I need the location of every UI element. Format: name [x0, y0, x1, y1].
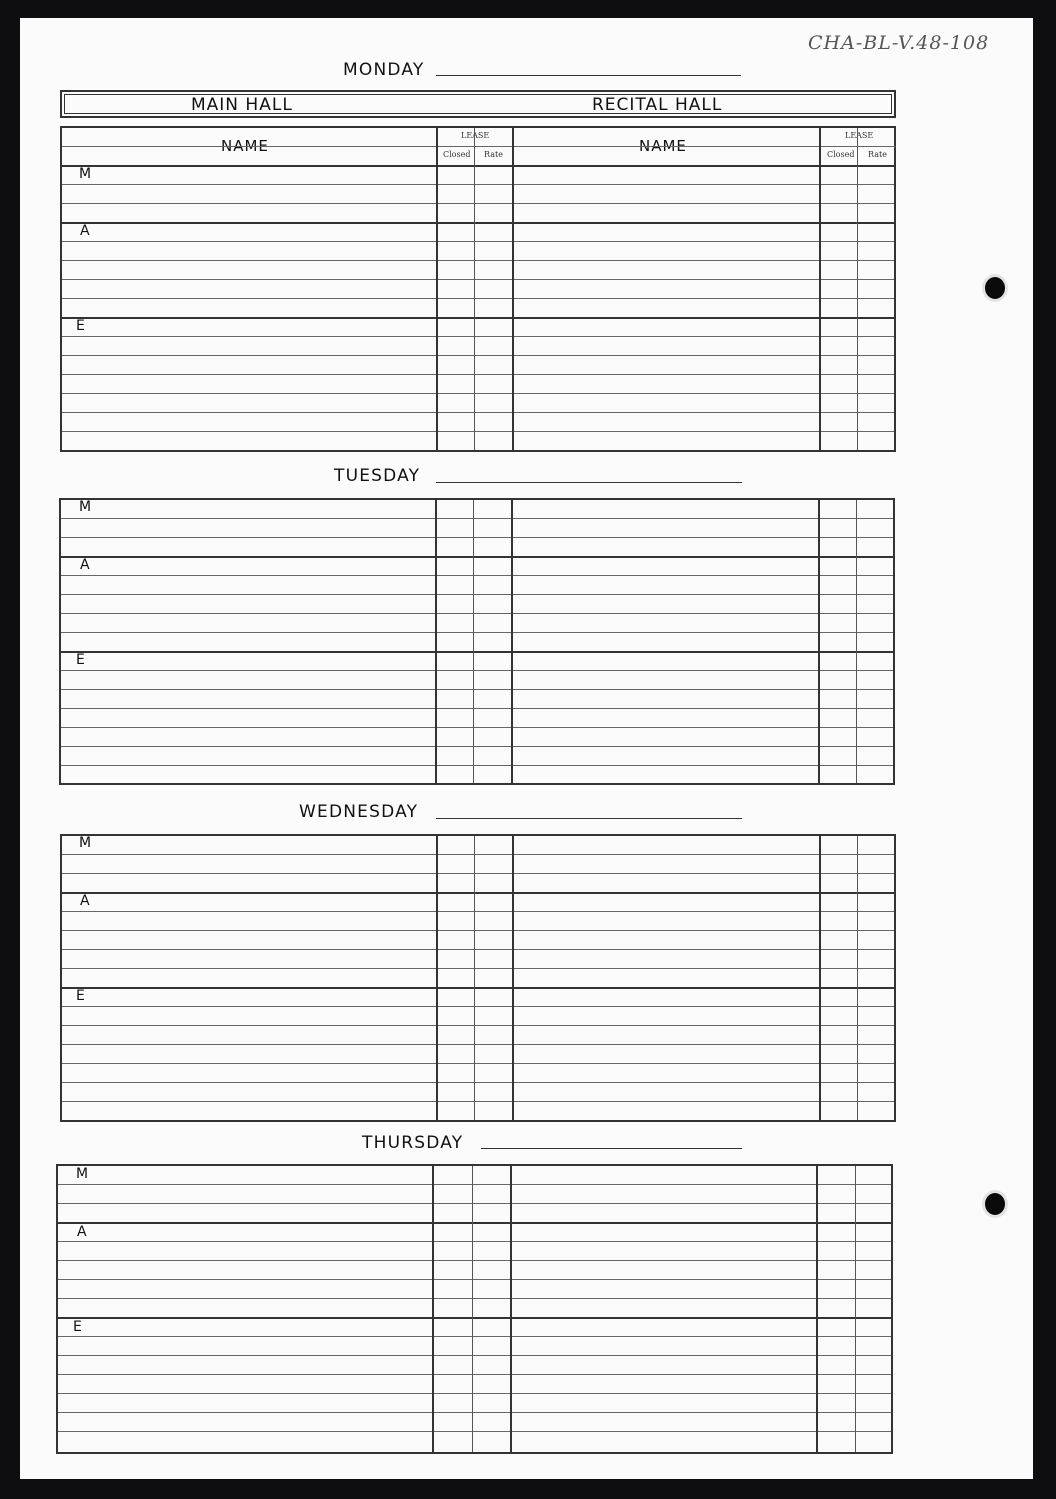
- ruled-line: [62, 431, 894, 432]
- period-afternoon: A: [77, 1224, 87, 1240]
- period-morning: M: [76, 1166, 89, 1182]
- column-divider: [473, 500, 474, 783]
- ruled-line: [61, 670, 893, 671]
- main-hall-label: MAIN HALL: [191, 95, 293, 115]
- monday-schedule-grid: [60, 126, 896, 452]
- ruled-line: [58, 1184, 891, 1185]
- ruled-line: [61, 518, 893, 519]
- ruled-line: [58, 1431, 891, 1432]
- name-column-header: NAME: [639, 137, 687, 155]
- ruled-line: [61, 689, 893, 690]
- ruled-line: [62, 165, 894, 167]
- day-title-wednesday: WEDNESDAY: [299, 802, 419, 822]
- period-evening: E: [73, 1319, 82, 1335]
- ruled-line: [62, 968, 894, 969]
- period-evening: E: [76, 318, 85, 334]
- column-divider: [432, 1166, 434, 1452]
- ruled-line: [58, 1222, 891, 1224]
- ruled-line: [61, 575, 893, 576]
- ruled-line: [61, 613, 893, 614]
- closed-column-header: Closed: [443, 150, 471, 159]
- column-divider: [857, 836, 858, 1120]
- period-afternoon: A: [80, 893, 90, 909]
- period-morning: M: [79, 835, 92, 851]
- ruled-line: [62, 298, 894, 299]
- ruled-line: [62, 930, 894, 931]
- column-divider: [510, 1166, 512, 1452]
- tuesday-schedule-grid: [59, 498, 895, 785]
- column-divider: [818, 500, 820, 783]
- ruled-line: [62, 317, 894, 319]
- ruled-line: [58, 1298, 891, 1299]
- ruled-line: [58, 1412, 891, 1413]
- column-divider: [474, 128, 475, 450]
- ruled-line: [61, 727, 893, 728]
- column-divider: [436, 836, 438, 1120]
- period-afternoon: A: [80, 223, 90, 239]
- ruled-line: [61, 632, 893, 633]
- ruled-line: [62, 892, 894, 894]
- ruled-line: [58, 1279, 891, 1280]
- ruled-line: [62, 911, 894, 912]
- column-divider: [512, 128, 514, 450]
- ruled-line: [61, 556, 893, 558]
- day-underline: [481, 1148, 742, 1149]
- day-underline: [436, 482, 742, 483]
- column-divider: [435, 500, 437, 783]
- ruled-line: [58, 1241, 891, 1242]
- period-morning: M: [79, 166, 92, 182]
- wednesday-schedule-grid: [60, 834, 896, 1122]
- binder-hole: [985, 277, 1005, 299]
- archive-id: CHA-BL-V.48-108: [808, 32, 990, 54]
- lease-split-line: [438, 146, 512, 147]
- period-evening: E: [76, 652, 85, 668]
- period-afternoon: A: [80, 557, 90, 573]
- ruled-line: [61, 537, 893, 538]
- binder-hole: [985, 1193, 1005, 1215]
- column-divider: [819, 836, 821, 1120]
- ruled-line: [61, 746, 893, 747]
- lease-column-header: LEASE: [461, 131, 490, 140]
- ruled-line: [58, 1203, 891, 1204]
- recital-hall-label: RECITAL HALL: [592, 95, 723, 115]
- ruled-line: [58, 1336, 891, 1337]
- day-underline: [436, 75, 741, 76]
- ruled-line: [62, 412, 894, 413]
- ruled-line: [62, 1006, 894, 1007]
- ruled-line: [62, 355, 894, 356]
- period-morning: M: [79, 499, 92, 515]
- ruled-line: [58, 1260, 891, 1261]
- ruled-line: [62, 241, 894, 242]
- ruled-line: [58, 1393, 891, 1394]
- rate-column-header: Rate: [868, 150, 887, 159]
- lease-column-header: LEASE: [845, 131, 874, 140]
- column-divider: [857, 128, 858, 450]
- rate-column-header: Rate: [484, 150, 503, 159]
- column-divider: [512, 836, 514, 1120]
- column-divider: [816, 1166, 818, 1452]
- column-divider: [855, 1166, 856, 1452]
- column-divider: [856, 500, 857, 783]
- period-evening: E: [76, 988, 85, 1004]
- ruled-line: [62, 1044, 894, 1045]
- ruled-line: [62, 184, 894, 185]
- ruled-line: [58, 1374, 891, 1375]
- day-title-thursday: THURSDAY: [362, 1133, 464, 1153]
- ruled-line: [62, 393, 894, 394]
- ruled-line: [58, 1317, 891, 1319]
- name-column-header: NAME: [221, 137, 269, 155]
- ruled-line: [62, 873, 894, 874]
- ruled-line: [61, 765, 893, 766]
- ruled-line: [62, 374, 894, 375]
- hall-header: [60, 90, 896, 118]
- day-title-monday: MONDAY: [343, 60, 425, 80]
- ruled-line: [62, 260, 894, 261]
- lease-split-line: [821, 146, 896, 147]
- day-underline: [436, 818, 742, 819]
- ruled-line: [62, 1101, 894, 1102]
- column-divider: [511, 500, 513, 783]
- ruled-line: [62, 222, 894, 224]
- day-title-tuesday: TUESDAY: [334, 466, 421, 486]
- column-divider: [474, 836, 475, 1120]
- thursday-schedule-grid: [56, 1164, 893, 1454]
- ruled-line: [62, 279, 894, 280]
- column-divider: [819, 128, 821, 450]
- ruled-line: [62, 854, 894, 855]
- closed-column-header: Closed: [827, 150, 855, 159]
- ruled-line: [62, 1063, 894, 1064]
- ruled-line: [58, 1355, 891, 1356]
- ruled-line: [62, 336, 894, 337]
- ruled-line: [62, 203, 894, 204]
- ruled-line: [62, 987, 894, 989]
- ruled-line: [62, 1082, 894, 1083]
- ruled-line: [61, 594, 893, 595]
- ruled-line: [62, 1025, 894, 1026]
- column-divider: [472, 1166, 473, 1452]
- column-divider: [436, 128, 438, 450]
- ruled-line: [62, 949, 894, 950]
- ruled-line: [61, 708, 893, 709]
- ruled-line: [61, 651, 893, 653]
